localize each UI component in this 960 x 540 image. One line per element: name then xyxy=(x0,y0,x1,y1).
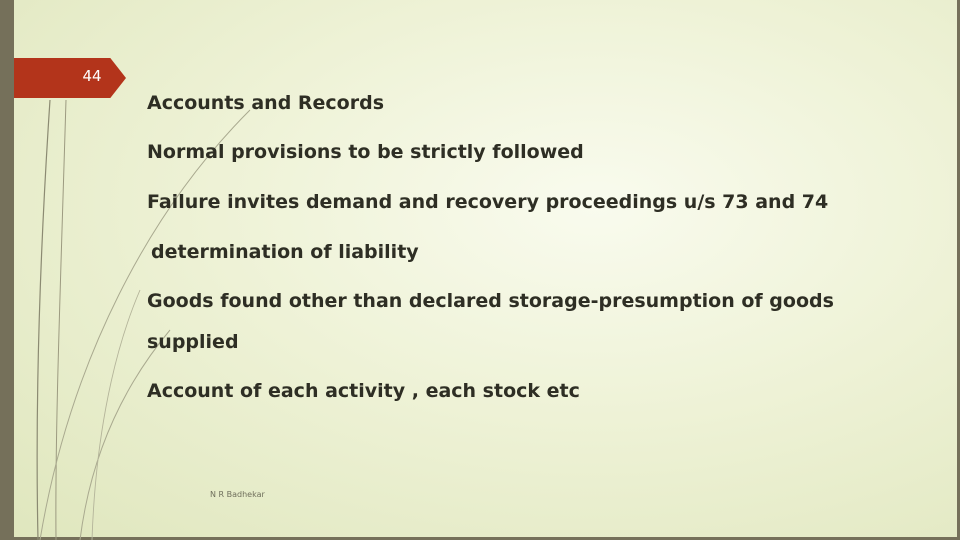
bullet-item: Failure invites demand and recovery proceedings u/s 73 and 74 xyxy=(147,191,829,213)
bullet-item: Goods found other than declared storage-presumption of goods xyxy=(147,290,834,312)
bullet-item: Normal provisions to be strictly followed xyxy=(147,141,584,163)
footer-author: N R Badhekar xyxy=(210,490,265,499)
bullet-item: Account of each activity , each stock etc xyxy=(147,380,580,402)
bullet-item: determination of liability xyxy=(151,241,419,263)
slide-number: 44 xyxy=(82,67,102,85)
bullet-item: Accounts and Records xyxy=(147,92,385,114)
bullet-item: supplied xyxy=(147,331,239,353)
